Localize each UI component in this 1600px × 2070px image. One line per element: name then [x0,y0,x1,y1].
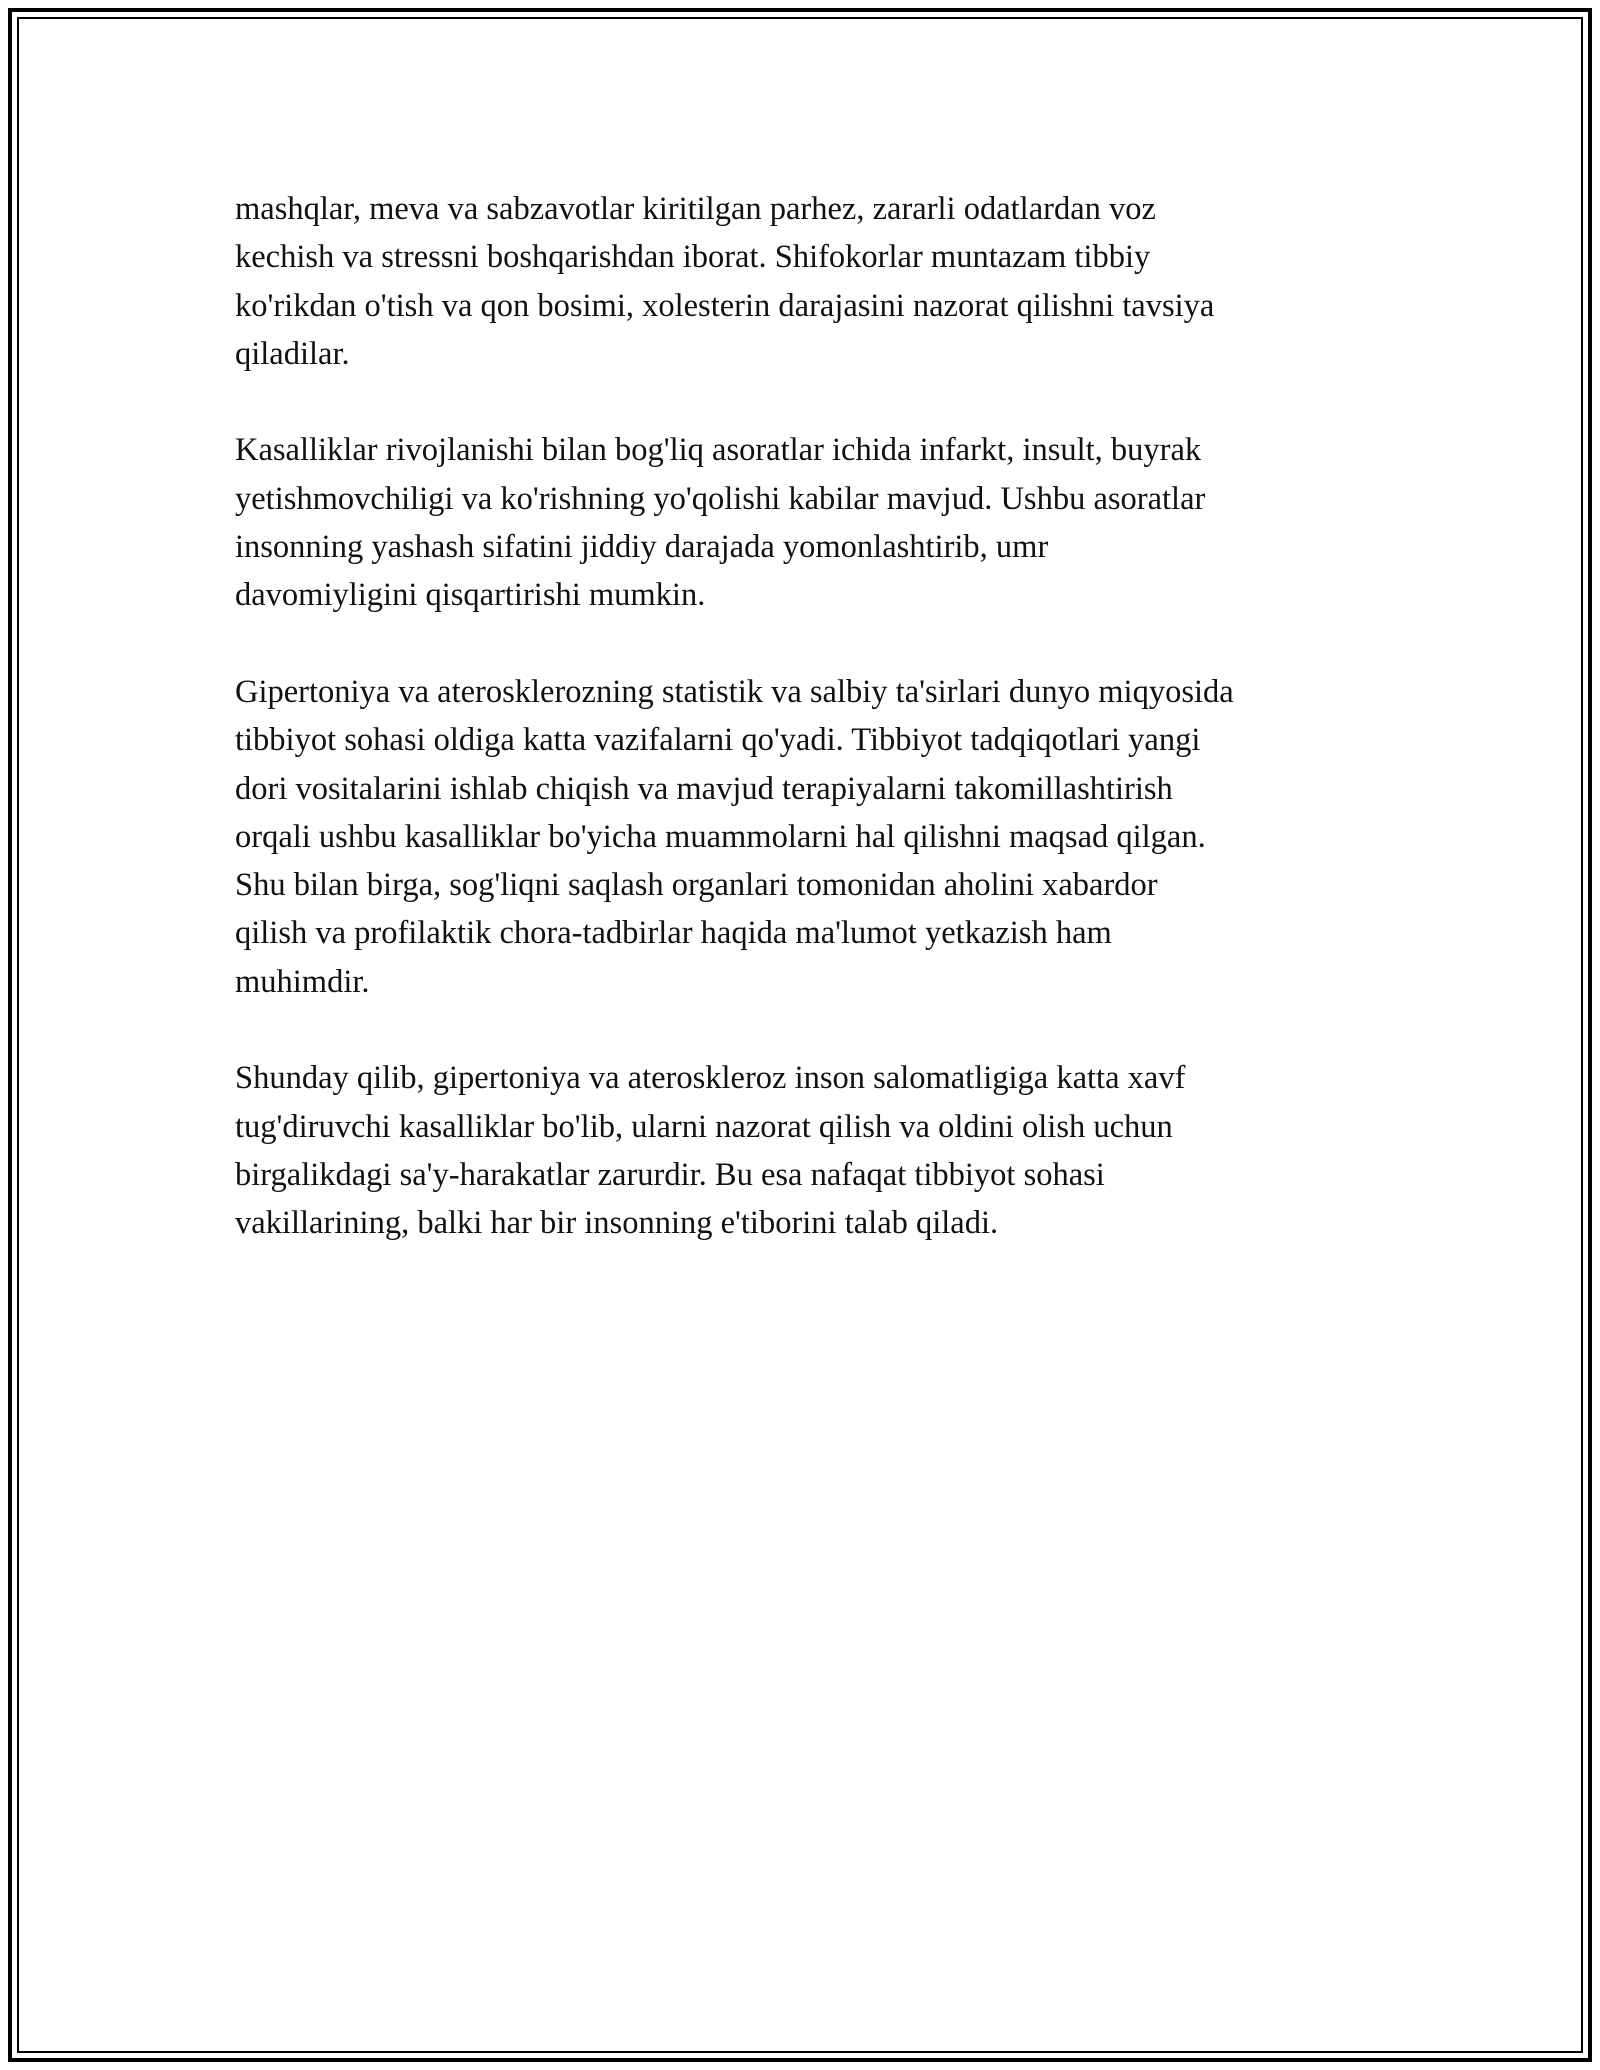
text-line: Kasalliklar rivojlanishi bilan bog'liq asoratlar ichida infarkt, insult, buyrak [235,432,1202,469]
text-line: tibbiyot sohasi oldiga katta vazifalarni qo'yadi. Tibbiyot tadqiqotlari yangi [235,722,1201,759]
paragraph-3 [235,668,1385,1006]
text-line: qilish va profilaktik chora-tadbirlar haqida ma'lumot yetkazish ham [235,915,1112,952]
text-line: orqali ushbu kasalliklar bo'yicha muammolarni hal qilishni maqsad qilgan. [235,818,1206,855]
text-line: Shunday qilib, gipertoniya va ateroskleroz inson salomatligiga katta xavf [235,1060,1186,1097]
text-line: vakillarining, balki har bir insonning e'tiborini talab qiladi. [235,1205,999,1242]
document-body [235,185,1385,1296]
text-line: muhimdir. [235,963,370,1000]
text-line: yetishmovchiligi va ko'rishning yo'qolishi kabilar mavjud. Ushbu asoratlar [235,480,1206,517]
text-line: birgalikdagi sa'y-harakatlar zarurdir. Bu esa nafaqat tibbiyot sohasi [235,1156,1105,1193]
paragraph-4 [235,1054,1385,1247]
text-line: ko'rikdan o'tish va qon bosimi, xolesterin darajasini nazorat qilishni tavsiya [235,287,1215,324]
text-line: qiladilar. [235,335,350,372]
paragraph-1 [235,185,1385,378]
text-line: kechish va stressni boshqarishdan iborat. Shifokorlar muntazam tibbiy [235,239,1151,276]
text-line: insonning yashash sifatini jiddiy darajada yomonlashtirib, umr [235,529,1049,566]
paragraph-2 [235,426,1385,619]
text-line: Shu bilan birga, sog'liqni saqlash organlari tomonidan aholini xabardor [235,867,1158,904]
text-line: Gipertoniya va aterosklerozning statistik va salbiy ta'sirlari dunyo miqyosida [235,673,1234,710]
text-line: tug'diruvchi kasalliklar bo'lib, ularni nazorat qilish va oldini olish uchun [235,1108,1173,1145]
text-line: mashqlar, meva va sabzavotlar kiritilgan parhez, zararli odatlardan voz [235,191,1156,227]
text-line: dori vositalarini ishlab chiqish va mavjud terapiyalarni takomillashtirish [235,770,1173,807]
text-line: davomiyligini qisqartirishi mumkin. [235,577,706,614]
